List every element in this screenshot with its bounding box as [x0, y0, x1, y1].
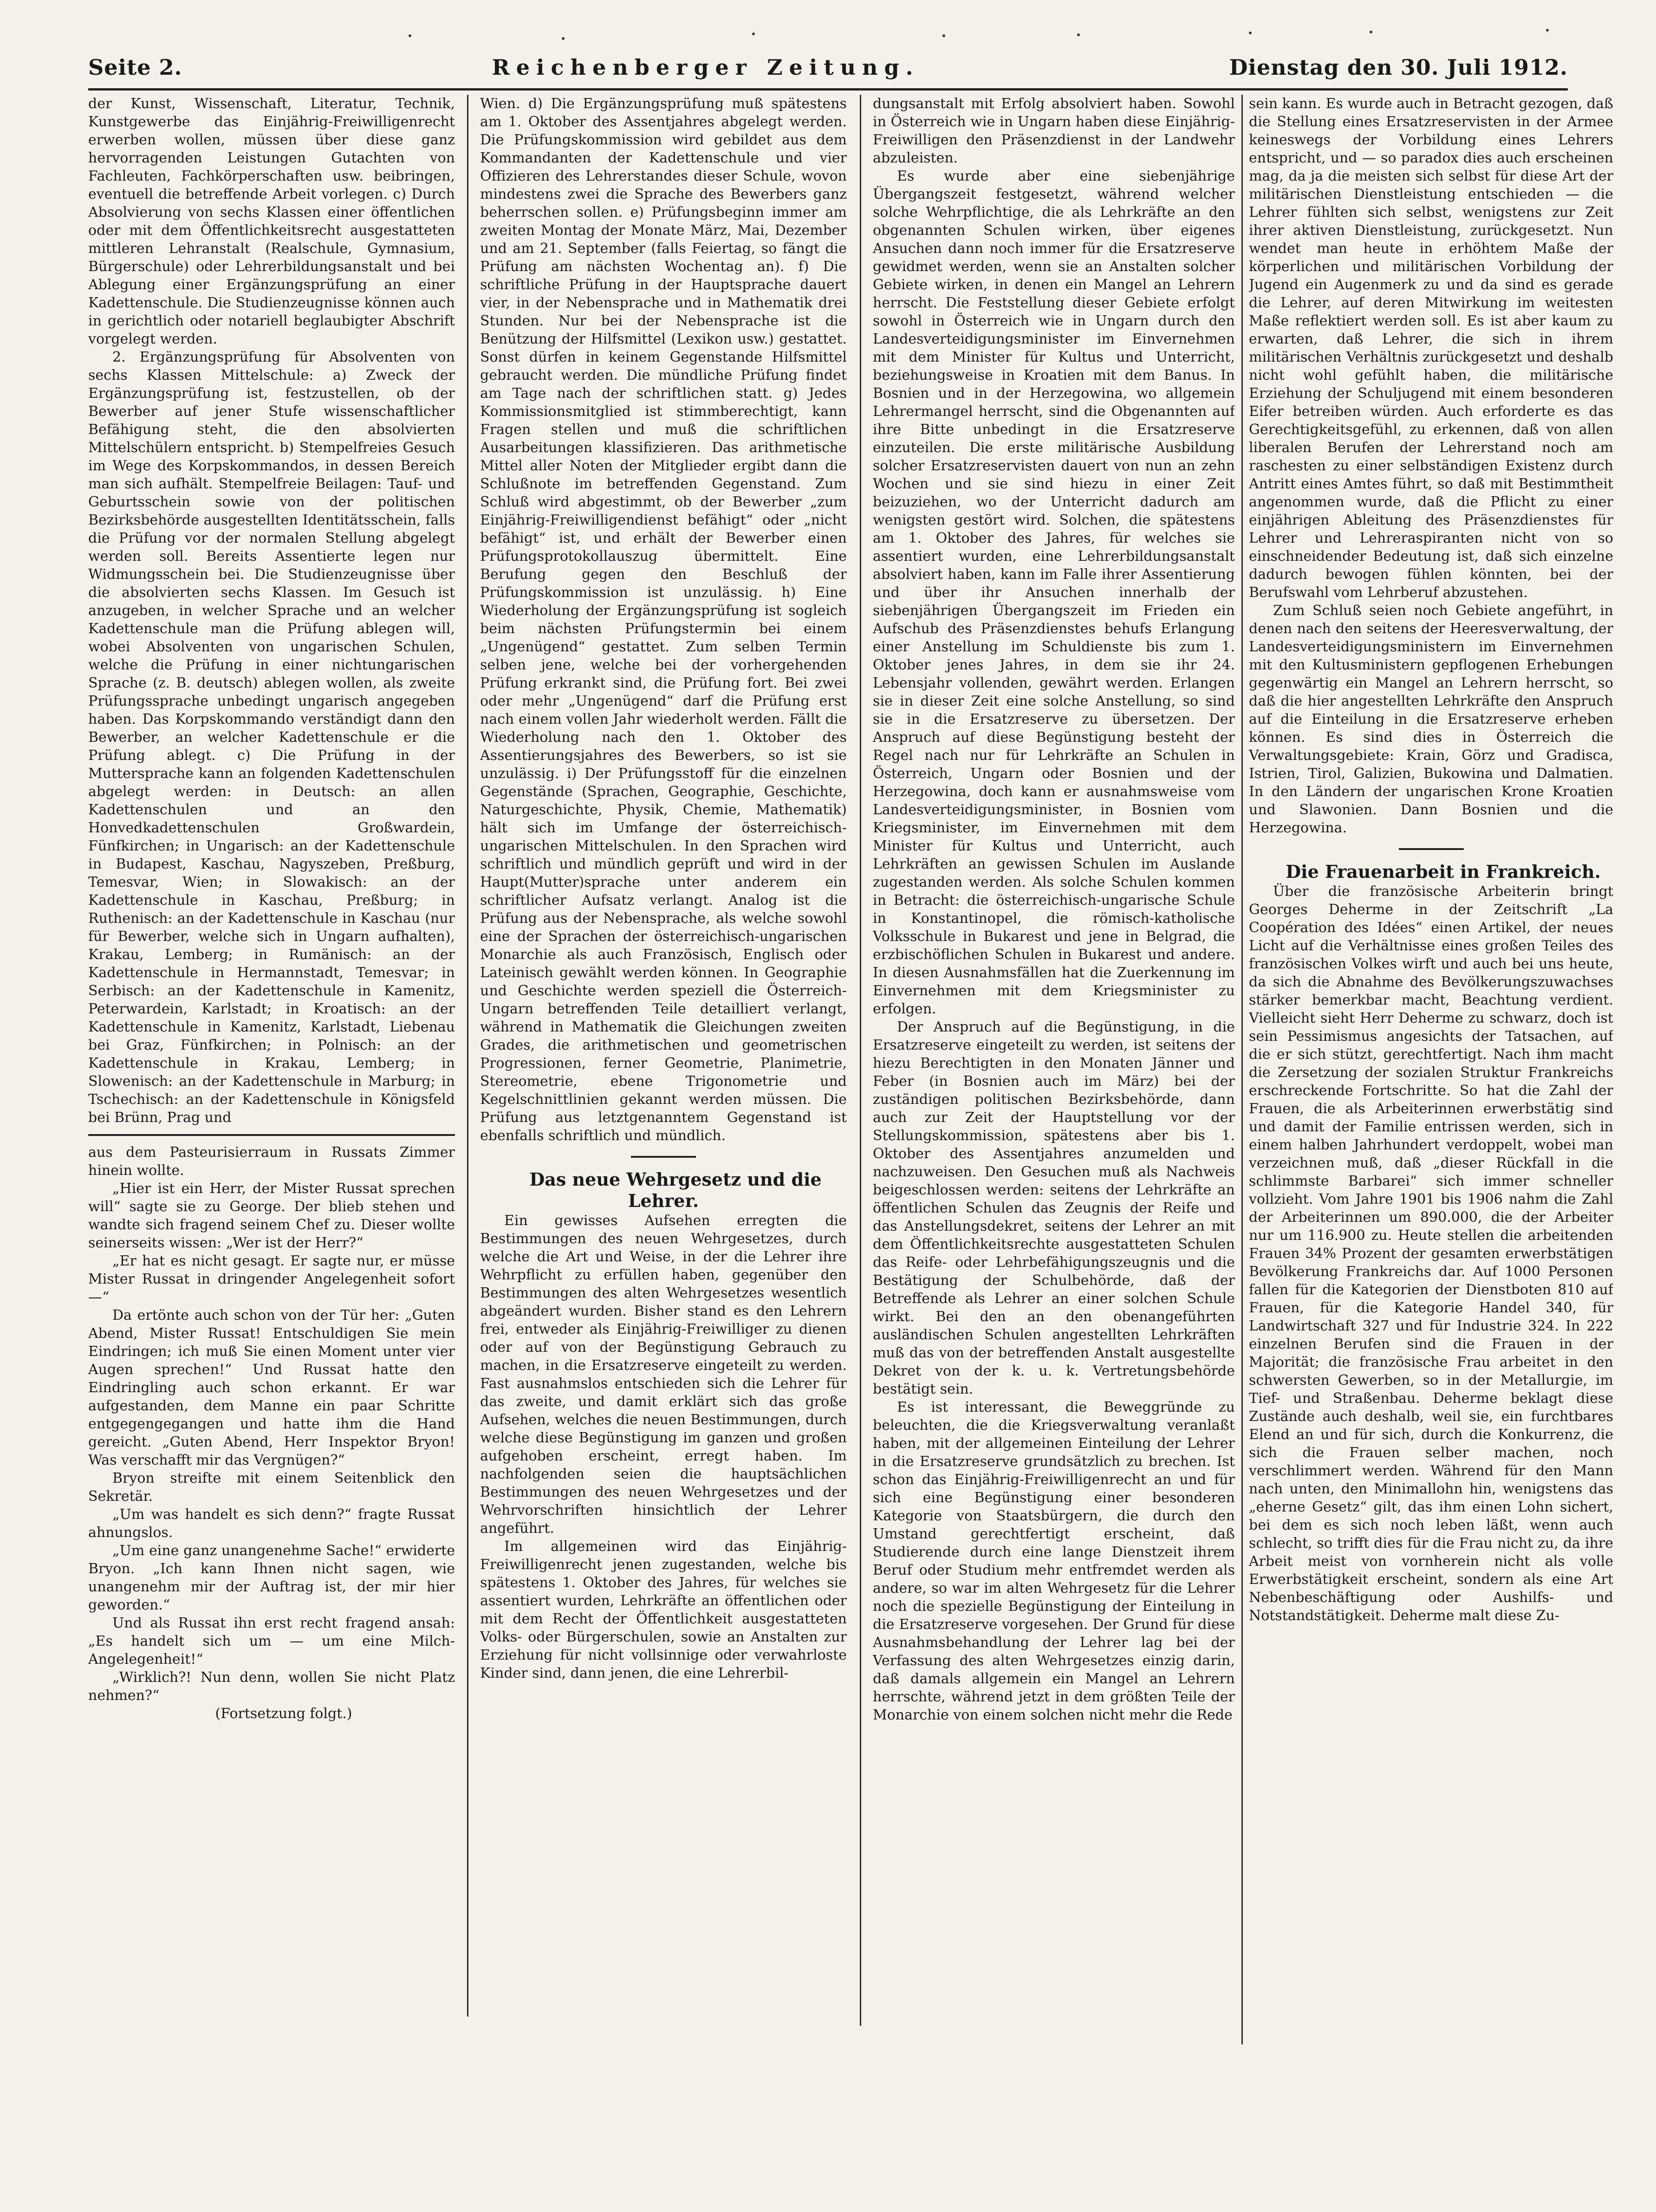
article-paragraph: Es wurde aber eine siebenjährige Übergangszeit festgesetzt, während welcher solche Wehrpflichtige, die als Lehrkräfte an den obgenannten Schulen wirken, über eigenes Ansuchen dann noch immer für die Ersatzreserve gewidmet werden, wenn sie an Anstalten solcher Gebiete wirken, in denen ein Mangel an Lehrern herrscht. Die Feststellung dieser Gebiete erfolgt sowohl in Österreich wie in Ungarn durch den Landesverteidigungsminister im Einvernehmen mit dem Minister für Kultus und Unterricht, beziehungsweise in Kroatien mit dem Banus. In Bosnien und in der Herzegowina, wo allgemein Lehrermangel herrscht, sind die Obgenannten auf ihre Bitte unbedingt in die Ersatzreserve einzuteilen. Die erste militärische Ausbildung solcher Ersatzreservisten dauert von nun an zehn Wochen und sie sind hiezu in einer Zeit beizuziehen, wo der Unterricht dadurch am wenigsten gestört wird. Solchen, die spätestens am 1. Oktober des Jahres, für welches sie assentiert wurden, eine Lehrerbildungsanstalt absolviert haben, kann im Falle ihrer Assentierung und über ihr Ansuchen innerhalb der siebenjährigen Übergangszeit im Frieden ein Aufschub des Präsenzdienstes behufs Erlangung einer Anstellung im Schuldienste bis zum 1. Oktober jenes Jahres, in dem sie ihr 24. Lebensjahr vollenden, gewährt werden. Erlangen sie in dieser Zeit eine solche Anstellung, so sind sie in die Ersatzreserve zu übersetzen. Der Anspruch auf diese Begünstigung besteht der Regel nach nur für Lehrkräfte an Schulen in Österreich, Ungarn oder Bosnien und der Herzegowina, doch kann er ausnahmsweise vom Landesverteidigungsminister, in Bosnien vom Kriegsminister, im Einvernehmen mit dem Minister für Kultus und Unterricht, auch Lehrkräften an gewissen Schulen im Auslande zugestanden werden. Als solche Schulen kommen in Betracht: die österreichisch-ungarische Schule in Konstantinopel, die römisch-katholische Volksschule in Bukarest und jene in Belgrad, die erzbischöflichen Schulen in Bukarest und andere. In diesen Ausnahmsfällen hat die Zuerkennung im Einvernehmen mit dem Kriegsminister zu erfolgen. — [873, 168, 1235, 1017]
feuilleton-paragraph: Da ertönte auch schon von der Tür her: „Guten Abend, Mister Russat! Entschuldigen Sie mein Eindringen; ich muß Sie einen Moment unter vier Augen sprechen!“ Und Russat hatte den Eindringling auch schon erkannt. Er war aufgestanden, dem Manne ein paar Schritte entgegengegangen und hatte ihm die Hand gereicht. „Guten Abend, Herr Inspektor Bryon! Was verschafft mir das Vergnügen?“ — [88, 1307, 455, 1468]
scan-speck — [562, 37, 565, 40]
feuilleton-paragraph: „Wirklich?! Nun denn, wollen Sie nicht Platz nehmen?“ — [88, 1669, 455, 1704]
scan-speck — [942, 34, 945, 37]
column-3 — [873, 95, 1235, 2054]
article-separator — [1399, 848, 1464, 850]
scan-speck — [1370, 31, 1372, 33]
feuilleton-rule — [88, 1134, 455, 1136]
feuilleton-paragraph: Und als Russat ihn erst recht fragend ansah: „Es handelt sich um — um eine Milch-Angelegenheit!“ — [88, 1615, 455, 1667]
article-paragraph: 2. Ergänzungsprüfung für Absolventen von sechs Klassen Mittelschule: a) Zweck der Ergänzungsprüfung ist, festzustellen, ob der Bewerber auf jener Stufe wissenschaftlicher Befähigung steht, die den absolvierten Mittelschülern entspricht. b) Stempelfreies Gesuch im Wege des Korpskommandos, in dessen Bereich man sich aufhält. Stempelfreie Beilagen: Tauf- und Geburtsschein sowie von der politischen Bezirksbehörde ausgestellten Identitätsschein, falls die Prüfung vor der normalen Stellung abgelegt werden soll. Bereits Assentierte legen nur Widmungsschein bei. Die Studienzeugnisse über die absolvierten sechs Klassen. Im Gesuch ist anzugeben, in welcher Sprache und an welcher Kadettenschule man die Prüfung ablegen will, wobei Absolventen von ungarischen Schulen, welche die Prüfung in einer nichtungarischen Sprache (z. B. deutsch) ablegen wollen, als zweite Prüfungssprache unbedingt ungarisch angegeben haben. Das Korpskommando verständigt dann den Bewerber, an welcher Kadettenschule er die Prüfung ablegt. c) Die Prüfung in der Muttersprache kann an folgenden Kadettenschulen abgelegt werden: in Deutsch: an allen Kadettenschulen und an den Honvedkadettenschulen Großwardein, Fünfkirchen; in Ungarisch: an der Kadettenschule in Budapest, Kaschau, Nagyszeben, Preßburg, Temesvar, Wien; in Slowakisch: an der Kadettenschule in Kaschau, Preßburg; in Ruthenisch: an der Kadettenschule in Kaschau (nur für Bewerber, welche sich in Ungarn aufhalten), Krakau, Lemberg; in Rumänisch: an der Kadettenschule in Hermannstadt, Temesvar; in Serbisch: an der Kadettenschule in Kamenitz, Peterwardein, Karlstadt; in Kroatisch: an der Kadettenschule in Kamenitz, Karlstadt, Liebenau bei Graz, Fünfkirchen; in Polnisch: an der Kadettenschule in Krakau, Lemberg; in Slowenisch: an der Kadettenschule in Marburg; in Tschechisch: an der Kadettenschule in Königsfeld bei Brünn, Prag und — [88, 349, 455, 1126]
article-paragraph: der Kunst, Wissenschaft, Literatur, Technik, Kunstgewerbe das Einjährig-Freiwilligenrecht erwerben wollen, müssen über diese ganz hervorragenden Leistungen Gutachten von Fachleuten, Fachkörperschaften usw. beibringen, eventuell die betreffende Arbeit vorlegen. c) Durch Absolvierung von sechs Klassen einer öffentlichen oder mit dem Öffentlichkeitsrecht ausgestatteten mittleren Lehranstalt (Realschule, Gymnasium, Bürgerschule) oder Lehrerbildungsanstalt und bei Ablegung einer Ergänzungsprüfung an einer Kadettenschule. Die Studienzeugnisse können auch in gerichtlich oder notariell beglaubigter Abschrift vorgelegt werden. — [88, 96, 455, 347]
scan-speck — [752, 32, 755, 35]
scan-speck — [1077, 33, 1080, 36]
article-paragraph: Wien. d) Die Ergänzungsprüfung muß spätestens am 1. Oktober des Assentjahres abgelegt werden. Die Prüfungskommission wird gebildet aus dem Kommandanten der Kadettenschule und vier Offizieren des Lehrerstandes dieser Schule, wovon mindestens zwei die Sprache des Bewerbers ganz beherrschen sollen. e) Prüfungsbeginn immer am zweiten Montag der Monate März, Mai, Dezember und am 21. September (falls Feiertag, so fängt die Prüfung am nächsten Wochentag an). f) Die schriftliche Prüfung in der Hauptsprache dauert vier, in der Nebensprache und in Mathematik drei Stunden. Nur bei der Nebensprache ist die Benützung der Hilfsmittel (Lexikon usw.) gestattet. Sonst dürfen in keinem Gegenstande Hilfsmittel gebraucht werden. Die mündliche Prüfung findet am Tage nach der schriftlichen statt. g) Jedes Kommissionsmitglied ist stimmberechtigt, kann Fragen stellen und muß die schriftlichen Ausarbeitungen klassifizieren. Das arithmetische Mittel aller Noten der Mitglieder ergibt dann die Schlußnote im betreffenden Gegenstand. Zum Schluß wird abgestimmt, ob der Bewerber „zum Einjährig-Freiwilligendienst befähigt“ oder „nicht befähigt“ ist, und erhält der Bewerber einen Prüfungsprotokollauszug übermittelt. Eine Berufung gegen den Beschluß der Prüfungskommission ist unzulässig. h) Eine Wiederholung der Ergänzungsprüfung ist sogleich beim nächsten Prüfungstermin bei einem „Ungenügend“ gestattet. Zum selben Termin selben jene, welche bei der vorhergehenden Prüfung erkrankt sind, die Prüfung fort. Bei zwei oder mehr „Ungenügend“ darf die Prüfung erst nach einem vollen Jahr wiederholt werden. Fällt die Wiederholung nach den 1. Oktober des Assentierungsjahres des Bewerbers, so ist sie unzulässig. i) Der Prüfungsstoff für die einzelnen Gegenstände (Sprachen, Geographie, Geschichte, Naturgeschichte, Physik, Chemie, Mathematik) hält sich im Umfange der österreichisch-ungarischen Mittelschulen. In den Sprachen wird schriftlich und mündlich geprüft und wird in der Haupt(Mutter)sprache unter anderem ein schriftlicher Aufsatz verlangt. Analog ist die Prüfung aus der Nebensprache, als welche sowohl eine der Sprachen der österreichisch-ungarischen Monarchie als auch Französisch, Englisch oder Lateinisch gewählt werden können. In Geographie und Geschichte werden speziell die Österreich-Ungarn betreffenden Teile detailliert verlangt, während in Mathematik die Gleichungen zweiten Grades, die arithmetischen und geometrischen Progressionen, ferner Geometrie, Planimetrie, Stereometrie, ebene Trigonometrie und Kegelschnittlinien gekannt werden müssen. Die Prüfung aus letztgenanntem Gegenstand ist ebenfalls schriftlich und mündlich. — [480, 96, 847, 1144]
article-paragraph: Es ist interessant, die Beweggründe zu beleuchten, die die Kriegsverwaltung veranlaßt haben, mit der allgemeinen Einteilung der Lehrer in die Ersatzreserve grundsätzlich zu brechen. Ist schon das Einjährig-Freiwilligenrecht an und für sich eine Begünstigung einer besonderen Kategorie von Staatsbürgern, die durch den Umstand gerechtfertigt erscheint, daß Studierende durch eine lange Dienstzeit ihrem Beruf oder Studium mehr entfremdet werden als andere, so war im alten Wehrgesetz für die Lehrer noch die spezielle Begünstigung der Einteilung in die Ersatzreserve vorgesehen. Der Grund für diese Ausnahmsbehandlung der Lehrer lag bei der Verfassung des alten Wehrgesetzes einzig darin, daß damals allgemein ein Mangel an Lehrern herrschte, während jetzt in dem größten Teile der Monarchie von einem solchen nicht mehr die Rede — [873, 1399, 1235, 1723]
article-paragraph: sein kann. Es wurde auch in Betracht gezogen, daß die Stellung eines Ersatzreservisten in der Armee keineswegs der Vorbildung eines Lehrers entspricht, und — so paradox dies auch erscheinen mag, da ja die meisten sich selbst für diese Art der militärischen Dienstleistung entschieden — die Lehrer fühlten sich selbst, wenigstens zur Zeit ihrer aktiven Dienstleistung, zurückgesetzt. Nun wendet man heute in erhöhtem Maße der körperlichen und militärischen Vorbildung der Jugend ein Augenmerk zu und da sind es gerade die Lehrer, auf deren Mitwirkung im weitesten Maße reflektiert werden soll. Es ist aber kaum zu erwarten, daß Lehrer, die sich in ihrem militärischen Verhältnis zurückgesetzt und deshalb nicht wohl gefühlt haben, die militärische Erziehung der Schuljugend mit einem besonderen Eifer betreiben würden. Auch erforderte es das Gerechtigkeitsgefühl, zu erkennen, daß von allen liberalen Berufen der Lehrerstand noch am raschesten zu einer selbständigen Existenz durch Antritt eines Amtes führt, so daß mit Bestimmtheit angenommen wurde, daß die Pflicht zu einer einjährigen Ableitung des Präsenzdienstes für Lehrer und Lehreraspiranten nicht von so einschneidender Bedeutung ist, daß sich einzelne dadurch bewogen fühlen könnten, bei der Berufswahl vom Lehrberuf abzustehen. — [1249, 96, 1613, 601]
article-paragraph: Zum Schluß seien noch Gebiete angeführt, in denen nach den seitens der Heeresverwaltung, der Landesverteidigungsministern im Einvernehmen mit den Kultusministern gepflogenen Erhebungen gegenwärtig ein Mangel an Lehrern herrscht, so daß die hier angestellten Lehrkräfte den Anspruch auf die Einteilung in die Ersatzreserve erheben können. Es sind dies in Österreich die Verwaltungsgebiete: Krain, Görz und Gradisca, Istrien, Tirol, Galizien, Bukowina und Dalmatien. In den Ländern der ungarischen Krone Kroatien und Slawonien. Dann Bosnien und die Herzegowina. — [1249, 603, 1613, 836]
feuilleton-paragraph: „Hier ist ein Herr, der Mister Russat sprechen will“ sagte sie zu George. Der blieb stehen und wandte sich fragend seinem Chef zu. Dieser wollte seinerseits wissen: „Wer ist der Herr?“ — [88, 1181, 455, 1251]
column-4 — [1249, 95, 1613, 2054]
article-paragraph: Der Anspruch auf die Begünstigung, in die Ersatzreserve eingeteilt zu werden, ist seitens der hiezu Berechtigten in den Monaten Jänner und Feber (in Bosnien auch im März) bei der zuständigen politischen Bezirksbehörde, dann auch zur Zeit der Hauptstellung vor der Stellungskommission, spätestens aber bis 1. Oktober des Assentjahres anzumelden und nachzuweisen. Den Gesuchen muß als Nachweis beigeschlossen werden: seitens der Lehrkräfte an öffentlichen Schulen das Zeugnis der Reife und das Anstellungsdekret, seitens der Lehrer an mit dem Öffentlichkeitsrechte ausgestatteten Schulen das Reife- oder Lehrbefähigungszeugnis und die Bestätigung der Schulbehörde, daß der Betreffende als Lehrer an einer solchen Schule wirkt. Bei den an den obenangeführten ausländischen Schulen angestellten Lehrkräften muß das von der betreffenden Anstalt ausgestellte Dekret von der k. u. k. Vertretungsbehörde bestätigt sein. — [873, 1019, 1235, 1397]
article-headline: Das neue Wehrgesetz und die Lehrer. — [529, 1169, 822, 1211]
article-paragraph: Im allgemeinen wird das Einjährig-Freiwilligenrecht jenen zugestanden, welche bis spätestens 1. Oktober des Jahres, für welches sie assentiert wurden, Lehrkräfte an öffentlichen oder mit dem Recht der Öffentlichkeit ausgestatteten Volks- oder Bürgerschulen, sowie an Anstalten zur Erziehung für nicht vollsinnige oder verwahrloste Kinder sind, dann jenen, die eine Lehrerbil- — [480, 1538, 847, 1681]
continuation-note: (Fortsetzung folgt.) — [215, 1706, 352, 1722]
column-2 — [480, 95, 847, 2026]
column-divider — [860, 95, 861, 2026]
scan-speck — [1249, 32, 1252, 34]
feuilleton-paragraph: Bryon streifte mit einem Seitenblick den Sekretär. — [88, 1470, 455, 1505]
issue-date: Dienstag den 30. Juli 1912. — [1229, 55, 1568, 80]
article-paragraph: Über die französische Arbeiterin bringt Georges Deherme in der Zeitschrift „La Coopération des Idées“ einen Artikel, der neues Licht auf die Verhältnisse eines großen Teiles des französischen Volkes wirft und auch bei uns heute, da sich die Abnahme des Bevölkerungszuwachses stärker bemerkbar macht, Beachtung verdient. Vielleicht sieht Herr Deherme zu schwarz, doch ist sein Pessimismus angesichts der Tatsachen, auf die er sich stützt, gerechtfertigt. Nach ihm macht die Zersetzung der sozialen Struktur Frankreichs erschreckende Fortschritte. So hat die Zahl der Frauen, die als Arbeiterinnen erwerbstätig sind und damit der Familie entrissen werden, sich in einem halben Jahrhundert verdoppelt, wobei man verzeichnen muß, daß „dieser Rückfall in die schlimmste Barbarei“ sich immer schneller vollzieht. Vom Jahre 1901 bis 1906 nahm die Zahl der Arbeiterinnen um 890.000, die der Arbeiter nur um 116.900 zu. Heute stellen die arbeitenden Frauen 34% Prozent der gesamten erwerbstätigen Bevölkerung Frankreichs dar. Auf 1000 Personen fallen für die Kategorien der Dienstboten 810 auf Frauen, für die Kategorie Handel 340, für Landwirtschaft 327 und für Industrie 324. In 222 einzelnen Berufen sind die Frauen in der Majorität; die französische Frau arbeitet in den schwersten Gewerben, so in der Metallurgie, im Tief- und Straßenbau. Deherme beklagt diese Zustände auch deshalb, weil sie, ein furchtbares Elend an und für sich, durch die Konkurrenz, die sich die Frauen selber machen, noch verschlimmert werden. Während für den Mann nach unten, den Minimallohn hin, wenigstens das „eherne Gesetz“ gilt, das ihm einen Lohn sichert, bei dem es sich noch leben läßt, wenn auch schlecht, so trifft dies für die Frau nicht zu, da ihre Arbeit meist von vornherein nicht als volle Erwerbstätigkeit erscheint, sondern als eine Art Nebenbeschäftigung oder Aushilfs- und Notstandstätigkeit. Deherme malt diese Zu- — [1249, 883, 1613, 1624]
article-paragraph: dungsanstalt mit Erfolg absolviert haben. Sowohl in Österreich wie in Ungarn haben diese Einjährig-Freiwilligen den Präsenzdienst in der Landwehr abzuleisten. — [873, 96, 1235, 166]
feuilleton-paragraph: „Um was handelt es sich denn?“ fragte Russat ahnungslos. — [88, 1506, 455, 1541]
page-number: Seite 2. — [88, 55, 182, 80]
feuilleton-paragraph: aus dem Pasteurisierraum in Russats Zimmer hinein wollte. — [88, 1144, 455, 1179]
page-header — [88, 55, 1568, 87]
article-headline: Die Frauenarbeit in Frankreich. — [1286, 861, 1601, 882]
scan-speck — [1546, 29, 1549, 32]
column-1 — [88, 95, 455, 2026]
column-divider — [1241, 95, 1243, 2044]
header-rule — [88, 88, 1568, 91]
feuilleton-paragraph: „Er hat es nicht gesagt. Er sagte nur, er müsse Mister Russat in dringender Angelegenheit sofort —“ — [88, 1253, 455, 1305]
column-divider — [467, 95, 468, 2017]
scan-speck — [409, 34, 411, 37]
article-separator — [631, 1156, 696, 1158]
newspaper-title: Reichenberger Zeitung. — [492, 55, 920, 80]
feuilleton-paragraph: „Um eine ganz unangenehme Sache!“ erwiderte Bryon. „Ich kann Ihnen nicht sagen, wie unangenehm mir der Auftrag ist, der mir hier geworden.“ — [88, 1543, 455, 1613]
article-paragraph: Ein gewisses Aufsehen erregten die Bestimmungen des neuen Wehrgesetzes, durch welche die Art und Weise, in der die Lehrer ihre Wehrpflicht zu erfüllen haben, gegenüber den Bestimmungen des alten Wehrgesetzes wesentlich abgeändert wurden. Bisher stand es den Lehrern frei, entweder als Einjährig-Freiwilliger zu dienen oder auf von der Begünstigung Gebrauch zu machen, in die Ersatzreserve eingeteilt zu werden. Fast ausnahmslos entschieden sich die Lehrer für das zweite, und damit erklärt sich das große Aufsehen, welches die neuen Bestimmungen, durch welche diese Begünstigung im ganzen und großen aufgehoben erscheint, erregt haben. Im nachfolgenden seien die hauptsächlichen Bestimmungen des neuen Wehrgesetzes und der Wehrvorschriften hinsichtlich der Lehrer angeführt. — [480, 1213, 847, 1537]
